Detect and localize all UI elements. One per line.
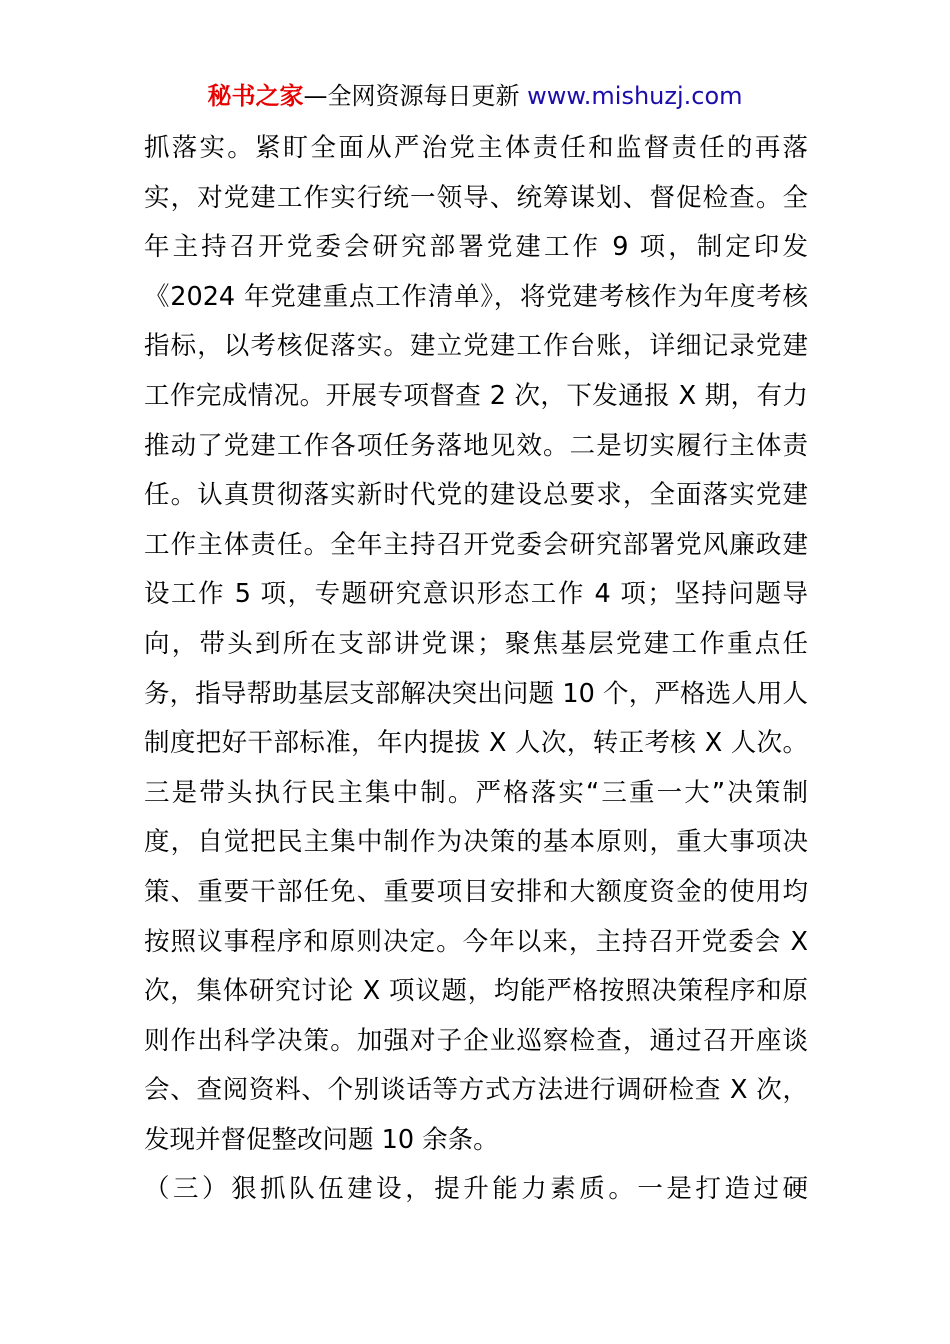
text-line: 会、查阅资料、个别谈话等方式方法进行调研检查 X 次，	[144, 1075, 808, 1106]
text-line: 任。认真贯彻落实新时代党的建设总要求，全面落实党建	[144, 480, 808, 511]
text-line: 次，集体研究讨论 X 项议题，均能严格按照决策程序和原	[144, 976, 808, 1007]
text-line: 向，带头到所在支部讲党课；聚焦基层党建工作重点任	[144, 628, 808, 659]
document-body	[144, 124, 808, 1215]
text-line: 工作主体责任。全年主持召开党委会研究部署党风廉政建	[144, 529, 808, 560]
header-tagline: —全网资源每日更新	[303, 82, 520, 110]
section-heading-line: （三）狠抓队伍建设，提升能力素质。一是打造过硬	[144, 1174, 808, 1205]
text-line: 工作完成情况。开展专项督查 2 次，下发通报 X 期，有力	[144, 380, 808, 411]
text-line: 策、重要干部任免、重要项目安排和大额度资金的使用均	[144, 876, 808, 907]
text-line: 务，指导帮助基层支部解决突出问题 10 个，严格选人用人	[144, 678, 808, 709]
text-line: 指标，以考核促落实。建立党建工作台账，详细记录党建	[144, 331, 808, 362]
text-line: 推动了党建工作各项任务落地见效。二是切实履行主体责	[144, 430, 808, 461]
page-header	[0, 80, 950, 112]
text-line: 按照议事程序和原则决定。今年以来，主持召开党委会 X	[144, 926, 808, 957]
text-line: 制度把好干部标准，年内提拔 X 人次，转正考核 X 人次。	[144, 728, 808, 759]
text-line: 三是带头执行民主集中制。严格落实“三重一大”决策制	[144, 777, 808, 808]
brand-name: 秘书之家	[207, 82, 304, 110]
text-line: 实，对党建工作实行统一领导、统筹谋划、督促检查。全	[144, 182, 808, 213]
text-line: 设工作 5 项，专题研究意识形态工作 4 项；坚持问题导	[144, 579, 808, 610]
text-line: 抓落实。紧盯全面从严治党主体责任和监督责任的再落	[144, 133, 808, 163]
text-line: 发现并督促整改问题 10 余条。	[144, 1124, 499, 1155]
text-line: 度，自觉把民主集中制作为决策的基本原则，重大事项决	[144, 827, 808, 858]
text-line: 则作出科学决策。加强对子企业巡察检查，通过召开座谈	[144, 1025, 808, 1056]
text-line: 年主持召开党委会研究部署党建工作 9 项，制定印发	[144, 232, 808, 263]
website-link[interactable]: www.mishuzj.com	[519, 82, 743, 110]
text-line: 《2024 年党建重点工作清单》，将党建考核作为年度考核	[144, 281, 808, 312]
